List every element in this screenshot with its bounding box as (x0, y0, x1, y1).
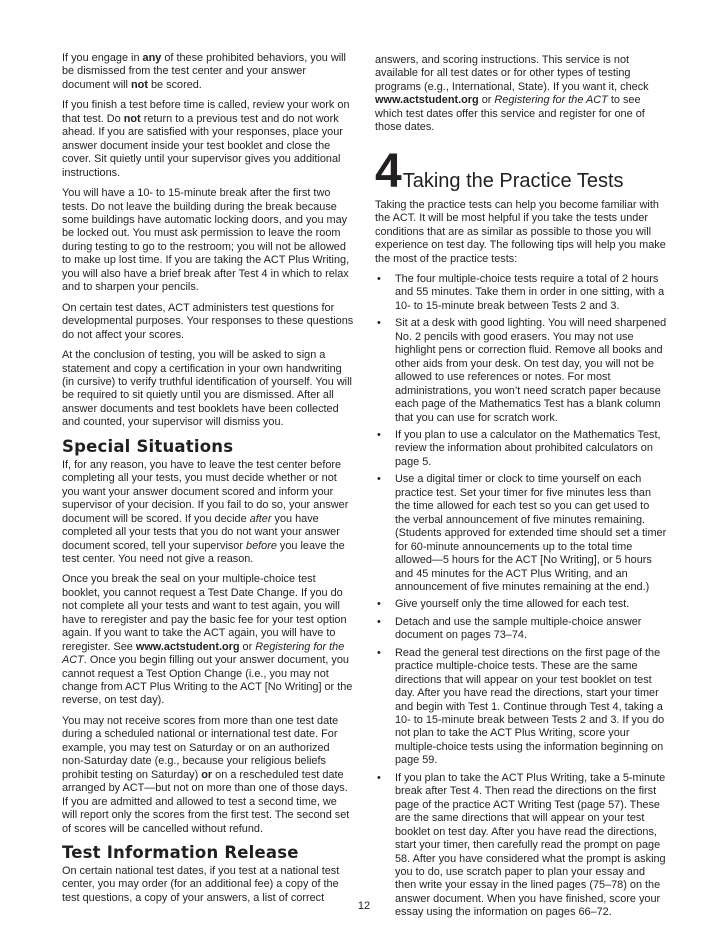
list-item: • Sit at a desk with good lighting. You will need sharpened No. 2 pencils with good erasers. You may not use highlight pens or correction fluid. Remove all books and other aids from your desk. On test day, you will not be allowed to use references or notes. For most administrations, you won’t need scratch paper because each page of the Mathematics Test has a blank column that you can use for scratch work. (377, 317, 667, 424)
paragraph-release-continued: answers, and scoring instructions. This service is not available for all test dates or for other types of testing programs (e.g., International, State). If you want it, check www.actstudent.org or Registering for the ACT to see which test dates offer this service and register for one of those dates. (375, 54, 649, 134)
list-item: • The four multiple-choice tests require a total of 2 hours and 55 minutes. Take them in order in one sitting, with a 10- to 15-minute break between Tests 2 and 3. (377, 272, 665, 312)
bullet-icon: • (377, 272, 381, 285)
paragraph-leave-early: If, for any reason, you have to leave the test center before completing all your tests, you must decide whether or not you want your answer document scored and inform your supervisor of your decision. If you fail to do so, your answer document will be scored. If you decide after you have completed all your tests that you do not want your answer document scored, tell your supervisor before you leave the test center. You need not give a reason. (62, 458, 349, 565)
paragraph-release: On certain national test dates, if you test at a national test center, you may order (for an additional fee) a copy of the test questions, a copy of your answers, a list of correct (62, 865, 340, 904)
paragraph-prohibited-behaviors: If you engage in any of these prohibited behaviors, you will be dismissed from the test center and your answer document will not be scored. (62, 52, 346, 91)
list-item: • Give yourself only the time allowed for each test. (377, 598, 630, 611)
bullet-icon: • (377, 646, 381, 659)
list-item: • Detach and use the sample multiple-choice answer document on pages 73–74. (377, 615, 642, 642)
list-item: • Use a digital timer or clock to time yourself on each practice test. Set your timer for five minutes less than the time allowed for each test so you can get used to the verbal announcement of five minutes remaining. (Students approved for extended time should set a timer for 60-minute announcements up to the total time allowed—5 hours for the ACT [No Writing], or 5 hours and 45 minutes for the ACT Plus Writing, and an announcement of five minutes remaining at the end.) (377, 473, 667, 593)
chapter-heading (375, 144, 667, 198)
paragraph-practice-intro: Taking the practice tests can help you become familiar with the ACT. It will be most helpful if you take the tests under conditions that are as similar as possible to those you will experience on test day. The following tips will help you make the most of the practice tests: (375, 198, 666, 265)
test-information-release-heading: Test Information Release (62, 843, 299, 863)
chapter-number: 4 (375, 144, 401, 198)
paragraph-seal-broken: Once you break the seal on your multiple-choice test booklet, you cannot request a Test Date Change. If you do not complete all your tests and want to test again, you will have to reregister and pay the basic fee for your test option again. If you want to take the ACT again, you will have to reregister. See www.actstudent.org or Registering for the ACT. Once you begin filling out your answer document, you cannot request a Test Option Change (i.e., you may not change from ACT Plus Writing to the ACT [No Writing] or the reverse, on test day). (62, 573, 353, 707)
bullet-icon: • (377, 615, 381, 628)
paragraph-one-test-date: You may not receive scores from more than one test date during a scheduled national or international test date. For example, you may test on Saturday or on an authorized non-Saturday date (e.g., because your religious beliefs prohibit testing on Saturday) or on a rescheduled test date arranged by ACT—but not on more than one of those days. If you are admitted and allowed to test a second time, we will report only the scores from the first test. The second set of scores will be cancelled without refund. (62, 714, 350, 835)
practice-tips-list (375, 273, 667, 920)
bullet-icon: • (377, 317, 381, 330)
bullet-icon: • (377, 428, 381, 441)
list-item: • If you plan to use a calculator on the Mathematics Test, review the information about prohibited calculators on page 5. (377, 428, 661, 468)
page-number: 12 (357, 900, 371, 912)
paragraph-finish-early: If you finish a test before time is called, review your work on that test. Do not return to a previous test and do not work ahead. If you are satisfied with your responses, place your answer document inside your test booklet and close the cover. Sit quietly until your supervisor gives you additional instructions. (62, 99, 350, 179)
paragraph-developmental-questions: On certain test dates, ACT administers test questions for developmental purposes. Your responses to these questions do not affect your scores. (62, 301, 354, 341)
right-column (375, 54, 667, 924)
bullet-icon: • (377, 473, 381, 486)
left-column (62, 52, 354, 912)
list-item: • Read the general test directions on the first page of the practice multiple-choice tests. These are the same directions that will appear on your test booklet on test day. After you have read the directions, start your timer and begin with Test 1. Continue through Test 4, taking a 10- to 15-minute break between Tests 2 and 3. If you do not plan to take the ACT Plus Writing, score your multiple-choice tests using the information beginning on page 59. (377, 646, 665, 767)
chapter-title: Taking the Practice Tests (402, 169, 624, 192)
bullet-icon: • (377, 771, 381, 784)
bullet-icon: • (377, 598, 381, 611)
actstudent-link[interactable]: www.actstudent.org (135, 640, 240, 653)
actstudent-link[interactable]: www.actstudent.org (375, 94, 479, 107)
list-item: • If you plan to take the ACT Plus Writing, take a 5-minute break after Test 4. Then read the directions on the first page of the practice ACT Writing Test (page 57). These are the same directions that will appear on your test booklet on test day. After you have read the directions, start your timer, then carefully read the prompt on page 58. After you have considered what the prompt is asking you to do, use scratch paper to plan your essay and then write your essay in the lined pages (75–78) on the answer document. When you have finished, score your essay using the information on pages 66–72. (377, 771, 666, 919)
paragraph-break: You will have a 10- to 15-minute break after the first two tests. Do not leave the building during the break because some buildings have automatic locking doors, and you may be locked out. You must ask permission to leave the room during testing to go to the restroom; you will not be allowed to make up lost time. If you are taking the ACT Plus Writing, you will also have a brief break after Test 4 in which to relax and to sharpen your pencils. (62, 187, 350, 294)
paragraph-conclusion: At the conclusion of testing, you will be asked to sign a statement and copy a certification in your own handwriting (in cursive) to verify truthful identification of yourself. You will be required to sit quietly until you are dismissed. After all answer documents and test booklets have been collected and counted, your supervisor will dismiss you. (62, 349, 352, 429)
special-situations-heading: Special Situations (62, 436, 234, 456)
